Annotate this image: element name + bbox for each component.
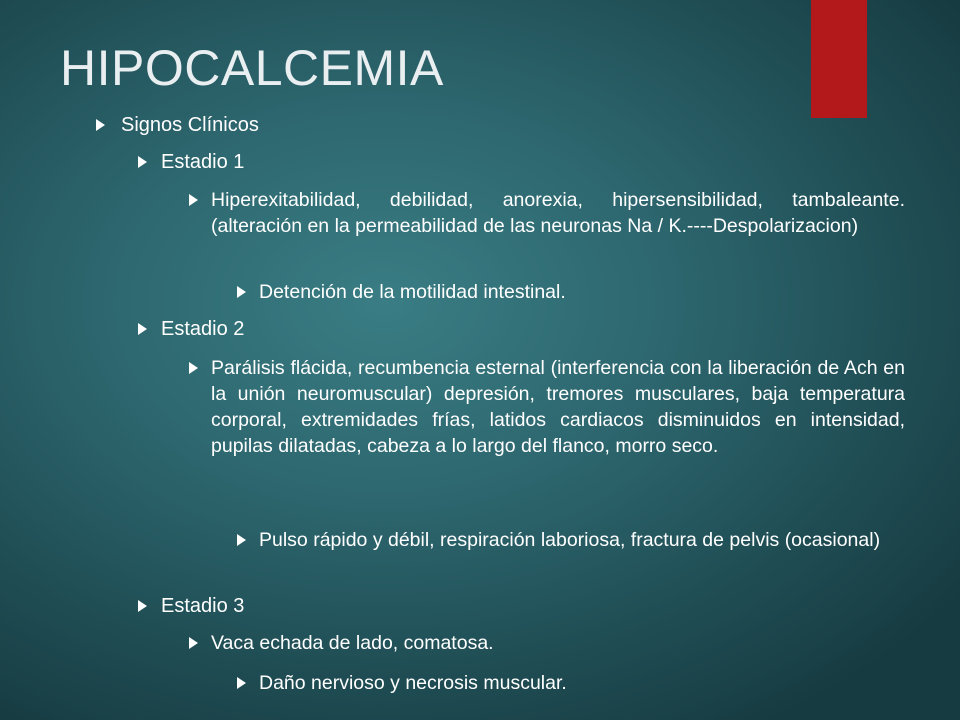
- bullet-stage-2-signs: [189, 355, 905, 459]
- bullet-signos-clinicos: [96, 112, 896, 138]
- triangle-bullet-icon: [138, 323, 147, 335]
- bullet-stage-1-detail: [237, 279, 905, 305]
- stage-1-detail: Detención de la motilidad intestinal.: [259, 281, 566, 303]
- triangle-bullet-icon: [138, 156, 147, 168]
- triangle-bullet-icon: [237, 534, 246, 546]
- triangle-bullet-icon: [189, 637, 198, 649]
- stage-2-signs: Parálisis flácida, recumbencia esternal (interferencia con la liberación de Ach en la unión neuromuscular) depresión, tremores musculares, baja temperatura corporal, extremidades frías, latidos cardiacos disminuidos en intensidad, pupilas dilatadas, cabeza a lo largo del flanco, morro seco.: [211, 357, 905, 457]
- triangle-bullet-icon: [189, 194, 198, 206]
- bullet-stage-1-signs: [189, 187, 905, 239]
- section-label: Signos Clínicos: [121, 114, 259, 136]
- bullet-estadio-1: [138, 149, 898, 175]
- triangle-bullet-icon: [237, 286, 246, 298]
- stage-3-detail: Daño nervioso y necrosis muscular.: [259, 672, 567, 694]
- accent-bar: [811, 0, 867, 118]
- stage-1-label: Estadio 1: [161, 151, 245, 173]
- bullet-estadio-2: [138, 316, 898, 342]
- stage-2-detail: Pulso rápido y débil, respiración laboriosa, fractura de pelvis (ocasional): [259, 529, 881, 551]
- bullet-estadio-3: [138, 593, 898, 619]
- stage-2-label: Estadio 2: [161, 318, 245, 340]
- triangle-bullet-icon: [237, 677, 246, 689]
- bullet-stage-3-detail: [237, 670, 905, 696]
- stage-1-signs: Hiperexitabilidad, debilidad, anorexia, hipersensibilidad, tambaleante. (alteración en la permeabilidad de las neuronas Na / K.----Despolarizacion): [211, 189, 905, 237]
- stage-3-signs: Vaca echada de lado, comatosa.: [211, 632, 494, 654]
- triangle-bullet-icon: [96, 119, 105, 131]
- bullet-stage-2-detail: [237, 527, 905, 553]
- triangle-bullet-icon: [138, 600, 147, 612]
- triangle-bullet-icon: [189, 362, 198, 374]
- stage-3-label: Estadio 3: [161, 595, 245, 617]
- bullet-stage-3-signs: [189, 630, 905, 656]
- slide-title: HIPOCALCEMIA: [60, 40, 444, 96]
